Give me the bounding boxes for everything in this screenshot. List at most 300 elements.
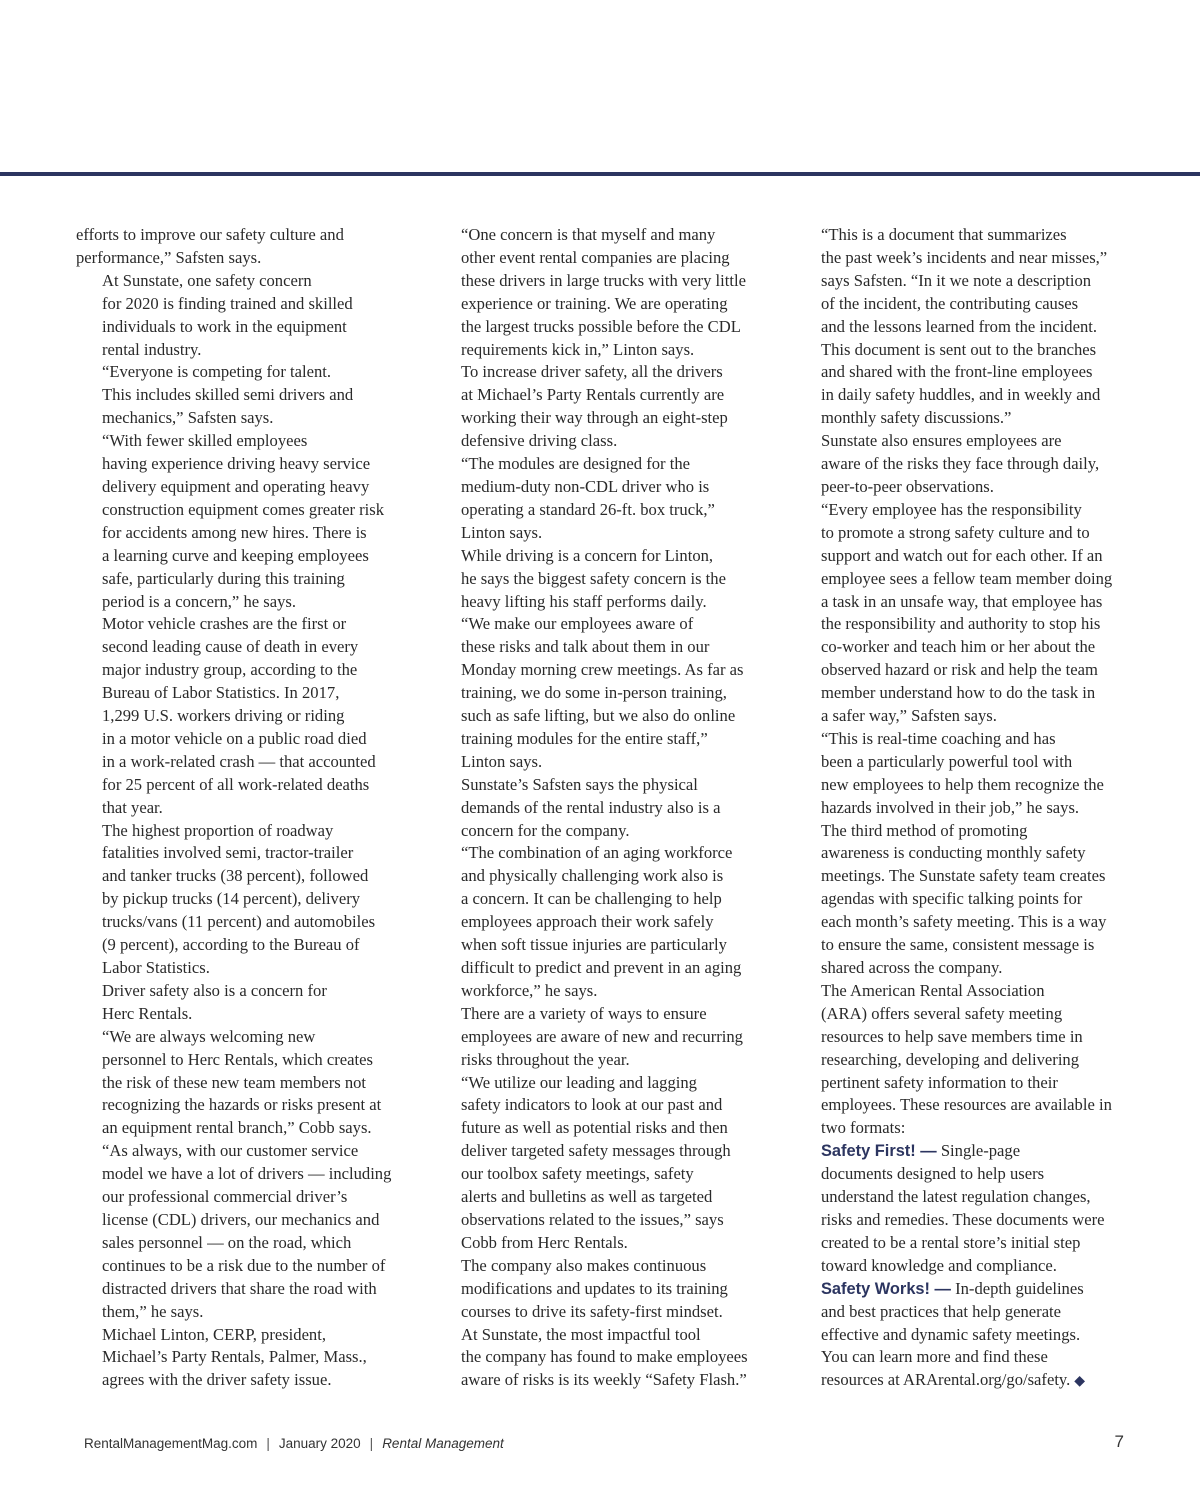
text-line xyxy=(795,820,1140,843)
text-fragment: employees are aware of new and recurring xyxy=(461,1026,743,1046)
text-line xyxy=(76,591,416,614)
text-line xyxy=(795,247,1140,270)
text-line xyxy=(435,842,780,865)
text-line xyxy=(795,797,1140,820)
text-fragment: The American Rental Association xyxy=(821,980,1045,1000)
text-fragment: training, we do some in-person training, xyxy=(461,683,727,703)
text-fragment: at Michael’s Party Rentals currently are xyxy=(461,385,725,405)
text-line xyxy=(435,591,780,614)
text-line xyxy=(76,636,416,659)
text-fragment: our toolbox safety meetings, safety xyxy=(461,1164,694,1184)
text-line xyxy=(435,1140,780,1163)
end-mark-icon: ◆ xyxy=(1074,1374,1086,1390)
text-fragment: The third method of promoting xyxy=(821,820,1028,840)
text-line xyxy=(435,407,780,430)
header-rule xyxy=(0,172,1200,176)
text-fragment: peer-to-peer observations. xyxy=(821,476,994,496)
text-line xyxy=(76,613,416,636)
text-line xyxy=(76,522,416,545)
text-fragment: (ARA) offers several safety meeting xyxy=(821,1003,1063,1023)
text-line xyxy=(76,1094,416,1117)
text-fragment: Labor Statistics. xyxy=(102,958,210,977)
article-column-3 xyxy=(795,224,1140,1394)
text-line xyxy=(76,1278,416,1301)
text-line xyxy=(76,224,416,247)
paragraph xyxy=(795,430,1140,499)
text-line xyxy=(435,316,780,339)
text-fragment: member understand how to do the task in xyxy=(821,683,1096,703)
text-line xyxy=(795,682,1140,705)
text-line xyxy=(435,339,780,362)
text-line xyxy=(795,293,1140,316)
text-fragment: license (CDL) drivers, our mechanics and xyxy=(102,1209,380,1229)
text-fragment: At Sunstate, the most impactful tool xyxy=(461,1324,701,1344)
text-line xyxy=(435,1346,780,1369)
text-line xyxy=(76,247,416,270)
text-line xyxy=(795,911,1140,934)
text-line xyxy=(795,545,1140,568)
text-line xyxy=(435,361,780,384)
text-fragment: workforce,” he says. xyxy=(461,980,598,1000)
text-line xyxy=(795,751,1140,774)
text-line xyxy=(76,1163,416,1186)
text-line xyxy=(795,1369,1140,1394)
text-line xyxy=(435,751,780,774)
text-fragment: each month’s safety meeting. This is a way xyxy=(821,912,1107,932)
paragraph xyxy=(795,1346,1140,1394)
text-line xyxy=(435,980,780,1003)
text-line xyxy=(435,247,780,270)
text-fragment: “With fewer skilled employees xyxy=(102,431,308,451)
text-line xyxy=(435,934,780,957)
text-fragment: Bureau of Labor Statistics. In 2017, xyxy=(102,683,340,703)
text-line xyxy=(435,522,780,545)
text-line xyxy=(435,888,780,911)
text-fragment: recognizing the hazards or risks present at xyxy=(102,1095,382,1115)
text-fragment: agendas with specific talking points for xyxy=(821,889,1083,909)
text-line xyxy=(76,430,416,453)
text-fragment: “Every employee has the responsibility xyxy=(821,499,1082,519)
paragraph xyxy=(76,613,416,819)
text-fragment: and physically challenging work also is xyxy=(461,866,724,886)
text-line xyxy=(435,820,780,843)
paragraph xyxy=(435,1003,780,1072)
text-line xyxy=(76,499,416,522)
text-line xyxy=(795,659,1140,682)
text-line xyxy=(435,453,780,476)
text-fragment: employees approach their work safely xyxy=(461,912,714,932)
text-fragment: aware of the risks they face through daily, xyxy=(821,454,1100,474)
text-line xyxy=(76,1186,416,1209)
text-fragment: Sunstate also ensures employees are xyxy=(821,431,1062,451)
paragraph xyxy=(76,361,416,430)
text-line xyxy=(76,1049,416,1072)
text-line xyxy=(435,1369,780,1392)
text-line xyxy=(795,865,1140,888)
text-fragment: rental industry. xyxy=(102,339,202,359)
text-fragment: in a motor vehicle on a public road died xyxy=(102,728,367,748)
text-line xyxy=(795,476,1140,499)
text-line xyxy=(76,545,416,568)
text-fragment: and tanker trucks (38 percent), followed xyxy=(102,866,369,886)
text-line xyxy=(435,545,780,568)
text-line xyxy=(76,1117,416,1140)
text-fragment: observed hazard or risk and help the team xyxy=(821,660,1098,680)
text-fragment: risks and remedies. These documents were xyxy=(821,1209,1105,1229)
text-fragment: the largest trucks possible before the CDL xyxy=(461,316,741,336)
text-line xyxy=(76,293,416,316)
text-fragment: documents designed to help users xyxy=(821,1164,1045,1184)
text-fragment: The company also makes continuous xyxy=(461,1255,707,1275)
text-fragment: To increase driver safety, all the drivers xyxy=(461,362,723,382)
text-fragment: “We utilize our leading and lagging xyxy=(461,1072,697,1092)
footer-date: January 2020 xyxy=(278,1436,361,1451)
paragraph xyxy=(76,820,416,980)
text-line xyxy=(435,705,780,728)
paragraph xyxy=(76,430,416,613)
text-line xyxy=(795,705,1140,728)
text-line xyxy=(76,659,416,682)
text-fragment: medium-duty non-CDL driver who is xyxy=(461,476,710,496)
paragraph xyxy=(435,545,780,614)
format-term: Safety Works! — xyxy=(821,1279,951,1298)
text-line xyxy=(76,842,416,865)
text-fragment: “Everyone is competing for talent. xyxy=(102,362,332,382)
text-fragment: delivery equipment and operating heavy xyxy=(102,476,370,496)
paragraph xyxy=(435,613,780,773)
text-fragment: these drivers in large trucks with very little xyxy=(461,270,746,290)
text-line xyxy=(435,499,780,522)
paragraph xyxy=(435,453,780,545)
text-fragment: risks throughout the year. xyxy=(461,1049,630,1069)
text-fragment: co-worker and teach him or her about the xyxy=(821,637,1096,657)
text-fragment: 1,299 U.S. workers driving or riding xyxy=(102,706,345,726)
text-line xyxy=(76,957,416,980)
text-line xyxy=(795,499,1140,522)
text-line xyxy=(76,453,416,476)
text-line xyxy=(795,774,1140,797)
paragraph xyxy=(795,980,1140,1140)
text-line xyxy=(795,613,1140,636)
text-fragment: hazards involved in their job,” he says. xyxy=(821,797,1080,817)
text-fragment: Linton says. xyxy=(461,751,543,771)
text-line xyxy=(76,1209,416,1232)
text-fragment: a task in an unsafe way, that employee has xyxy=(821,591,1103,611)
text-fragment: says Safsten. “In it we note a description xyxy=(821,270,1092,290)
text-line xyxy=(435,1186,780,1209)
text-line xyxy=(795,1301,1140,1324)
text-fragment: our professional commercial driver’s xyxy=(102,1187,348,1207)
text-fragment: observations related to the issues,” says xyxy=(461,1209,724,1229)
text-line xyxy=(795,430,1140,453)
text-fragment: monthly safety discussions.” xyxy=(821,408,1012,428)
text-fragment: meetings. The Sunstate safety team creates xyxy=(821,866,1106,886)
text-fragment: that year. xyxy=(102,797,163,817)
text-fragment: Michael Linton, CERP, president, xyxy=(102,1324,326,1344)
text-fragment: having experience driving heavy service xyxy=(102,454,371,474)
text-fragment: employee sees a fellow team member doing xyxy=(821,568,1113,588)
text-fragment: “The modules are designed for the xyxy=(461,454,690,474)
page-number: 7 xyxy=(1114,1432,1124,1451)
text-line xyxy=(76,865,416,888)
text-line xyxy=(795,957,1140,980)
text-fragment: modifications and updates to its training xyxy=(461,1278,728,1298)
text-line xyxy=(435,682,780,705)
text-fragment: new employees to help them recognize the xyxy=(821,774,1104,794)
paragraph xyxy=(795,224,1140,430)
text-line xyxy=(76,1072,416,1095)
text-fragment: There are a variety of ways to ensure xyxy=(461,1003,707,1023)
text-fragment: understand the latest regulation changes, xyxy=(821,1187,1091,1207)
text-fragment: demands of the rental industry also is a xyxy=(461,797,721,817)
footer-separator: | xyxy=(266,1436,270,1451)
text-line xyxy=(795,1232,1140,1255)
text-fragment: created to be a rental store’s initial step xyxy=(821,1232,1081,1252)
text-fragment: You can learn more and find these xyxy=(821,1347,1048,1367)
text-line xyxy=(76,1324,416,1347)
text-line xyxy=(76,1140,416,1163)
text-fragment: and shared with the front-line employees xyxy=(821,362,1093,382)
text-line xyxy=(435,1003,780,1026)
text-line xyxy=(795,339,1140,362)
text-line xyxy=(435,1278,780,1301)
text-line xyxy=(435,1072,780,1095)
text-line xyxy=(795,1255,1140,1278)
text-line xyxy=(795,1094,1140,1117)
text-line xyxy=(795,1346,1140,1369)
text-fragment: Linton says. xyxy=(461,522,543,542)
text-line xyxy=(76,339,416,362)
paragraph xyxy=(76,270,416,362)
text-fragment: This document is sent out to the branches xyxy=(821,339,1097,359)
text-fragment: employees. These resources are available in xyxy=(821,1095,1112,1115)
text-line xyxy=(435,568,780,591)
text-line xyxy=(76,476,416,499)
text-line xyxy=(795,568,1140,591)
text-fragment: alerts and bulletins as well as targeted xyxy=(461,1187,713,1207)
text-fragment: At Sunstate, one safety concern xyxy=(102,270,312,290)
text-line xyxy=(76,820,416,843)
text-line xyxy=(76,682,416,705)
text-line xyxy=(435,1301,780,1324)
paragraph xyxy=(435,842,780,1002)
text-fragment: of the incident, the contributing causes xyxy=(821,293,1079,313)
text-line xyxy=(76,1255,416,1278)
text-line xyxy=(76,705,416,728)
text-fragment: in a work-related crash — that accounted xyxy=(102,751,376,771)
article-column-2 xyxy=(435,224,780,1392)
text-fragment: Michael’s Party Rentals, Palmer, Mass., xyxy=(102,1347,367,1367)
text-line xyxy=(76,797,416,820)
text-line xyxy=(435,476,780,499)
text-line xyxy=(76,888,416,911)
text-fragment: performance,” Safsten says. xyxy=(76,247,262,267)
text-line xyxy=(795,270,1140,293)
text-line xyxy=(795,1278,1140,1301)
footer-site: RentalManagementMag.com xyxy=(84,1436,258,1451)
text-fragment: heavy lifting his staff performs daily. xyxy=(461,591,707,611)
text-line xyxy=(435,911,780,934)
text-fragment: for 2020 is finding trained and skilled xyxy=(102,293,353,313)
text-line xyxy=(435,1049,780,1072)
text-fragment: Cobb from Herc Rentals. xyxy=(461,1232,628,1252)
text-line xyxy=(795,842,1140,865)
text-fragment: sales personnel — on the road, which xyxy=(102,1232,352,1252)
text-line xyxy=(795,1140,1140,1163)
text-line xyxy=(76,316,416,339)
paragraph xyxy=(435,1255,780,1324)
text-fragment: to ensure the same, consistent message is xyxy=(821,935,1095,955)
text-fragment: deliver targeted safety messages through xyxy=(461,1141,731,1161)
text-line xyxy=(795,980,1140,1003)
text-line xyxy=(795,1163,1140,1186)
text-fragment: “This is a document that summarizes xyxy=(821,225,1067,244)
text-fragment: an equipment rental branch,” Cobb says. xyxy=(102,1118,372,1138)
text-fragment: future as well as potential risks and then xyxy=(461,1118,728,1138)
text-fragment: major industry group, according to the xyxy=(102,660,358,680)
text-line xyxy=(795,1072,1140,1095)
text-fragment: courses to drive its safety-first mindset. xyxy=(461,1301,723,1321)
text-fragment: other event rental companies are placing xyxy=(461,247,730,267)
text-fragment: been a particularly powerful tool with xyxy=(821,751,1073,771)
text-fragment: for accidents among new hires. There is xyxy=(102,522,367,542)
text-line xyxy=(795,522,1140,545)
text-line xyxy=(435,865,780,888)
text-line xyxy=(76,728,416,751)
text-fragment: resources to help save members time in xyxy=(821,1026,1083,1046)
text-line xyxy=(435,1163,780,1186)
text-fragment: the company has found to make employees xyxy=(461,1347,748,1367)
text-fragment: “This is real-time coaching and has xyxy=(821,728,1056,748)
text-line xyxy=(435,1117,780,1140)
text-line xyxy=(76,934,416,957)
text-fragment: distracted drivers that share the road with xyxy=(102,1278,377,1298)
text-line xyxy=(76,384,416,407)
text-line xyxy=(795,1003,1140,1026)
text-fragment: experience or training. We are operating xyxy=(461,293,728,313)
text-fragment: In-depth guidelines xyxy=(950,1278,1084,1298)
text-fragment: toward knowledge and compliance. xyxy=(821,1255,1057,1275)
text-fragment: training modules for the entire staff,” xyxy=(461,728,708,748)
text-fragment: “We make our employees aware of xyxy=(461,614,694,634)
text-line xyxy=(795,728,1140,751)
text-fragment: them,” he says. xyxy=(102,1301,204,1321)
text-fragment: “One concern is that myself and many xyxy=(461,225,716,244)
text-fragment: effective and dynamic safety meetings. xyxy=(821,1324,1081,1344)
text-fragment: and the lessons learned from the incident. xyxy=(821,316,1098,336)
text-fragment: difficult to predict and prevent in an aging xyxy=(461,958,742,977)
text-line xyxy=(435,1324,780,1347)
text-fragment: “The combination of an aging workforce xyxy=(461,843,733,863)
text-fragment: the past week’s incidents and near misses,” xyxy=(821,247,1108,267)
paragraph xyxy=(435,774,780,843)
text-line xyxy=(795,888,1140,911)
text-fragment: aware of risks is its weekly “Safety Flash.” xyxy=(461,1370,747,1390)
text-line xyxy=(76,1369,416,1392)
paragraph xyxy=(795,499,1140,728)
text-fragment: by pickup trucks (14 percent), delivery xyxy=(102,889,361,909)
text-fragment: in daily safety huddles, and in weekly and xyxy=(821,385,1101,405)
text-line xyxy=(795,591,1140,614)
text-line xyxy=(76,1003,416,1026)
text-fragment: pertinent safety information to their xyxy=(821,1072,1058,1092)
page-footer xyxy=(84,1436,504,1451)
text-fragment: Sunstate’s Safsten says the physical xyxy=(461,774,698,794)
text-line xyxy=(76,568,416,591)
text-line xyxy=(795,1049,1140,1072)
paragraph xyxy=(435,224,780,361)
text-fragment: agrees with the driver safety issue. xyxy=(102,1370,332,1390)
text-line xyxy=(435,636,780,659)
article-column-1 xyxy=(76,224,416,1392)
text-line xyxy=(435,797,780,820)
text-line xyxy=(795,384,1140,407)
text-fragment: support and watch out for each other. If an xyxy=(821,545,1103,565)
text-line xyxy=(795,1186,1140,1209)
text-fragment: a concern. It can be challenging to help xyxy=(461,889,722,909)
paragraph xyxy=(435,361,780,453)
text-fragment: fatalities involved semi, tractor-trailer xyxy=(102,843,354,863)
text-line xyxy=(76,361,416,384)
text-fragment: Motor vehicle crashes are the first or xyxy=(102,614,347,634)
text-fragment: resources at ARArental.org/go/safety. xyxy=(821,1370,1071,1390)
text-fragment: Driver safety also is a concern for xyxy=(102,980,327,1000)
text-line xyxy=(76,1026,416,1049)
text-line xyxy=(795,316,1140,339)
text-fragment: shared across the company. xyxy=(821,958,1003,977)
text-fragment: mechanics,” Safsten says. xyxy=(102,408,274,428)
footer-magazine: Rental Management xyxy=(382,1436,504,1451)
text-line xyxy=(795,1209,1140,1232)
text-line xyxy=(435,728,780,751)
text-fragment: trucks/vans (11 percent) and automobiles xyxy=(102,912,376,932)
text-line xyxy=(795,453,1140,476)
text-line xyxy=(795,224,1140,247)
text-line xyxy=(795,1026,1140,1049)
text-fragment: operating a standard 26-ft. box truck,” xyxy=(461,499,715,519)
text-line xyxy=(795,407,1140,430)
text-fragment: and best practices that help generate xyxy=(821,1301,1062,1321)
text-line xyxy=(795,1324,1140,1347)
text-line xyxy=(435,774,780,797)
text-line xyxy=(795,636,1140,659)
text-fragment: This includes skilled semi drivers and xyxy=(102,385,354,405)
text-line xyxy=(76,751,416,774)
text-fragment: working their way through an eight-step xyxy=(461,408,728,428)
text-line xyxy=(795,934,1140,957)
text-fragment: Herc Rentals. xyxy=(102,1003,193,1023)
paragraph xyxy=(435,1072,780,1255)
paragraph xyxy=(795,1278,1140,1347)
text-fragment: model we have a lot of drivers — including xyxy=(102,1164,392,1184)
text-fragment: continues to be a risk due to the number of xyxy=(102,1255,386,1275)
text-fragment: efforts to improve our safety culture and xyxy=(76,225,344,244)
text-line xyxy=(435,1232,780,1255)
text-fragment: safe, particularly during this training xyxy=(102,568,345,588)
text-fragment: he says the biggest safety concern is the xyxy=(461,568,726,588)
text-line xyxy=(76,270,416,293)
paragraph xyxy=(435,1324,780,1393)
text-line xyxy=(435,1026,780,1049)
paragraph xyxy=(76,1140,416,1323)
text-fragment: personnel to Herc Rentals, which creates xyxy=(102,1049,373,1069)
text-line xyxy=(76,1232,416,1255)
paragraph xyxy=(795,728,1140,820)
text-fragment: period is a concern,” he says. xyxy=(102,591,296,611)
paragraph xyxy=(76,1026,416,1141)
text-line xyxy=(795,1117,1140,1140)
text-line xyxy=(435,293,780,316)
